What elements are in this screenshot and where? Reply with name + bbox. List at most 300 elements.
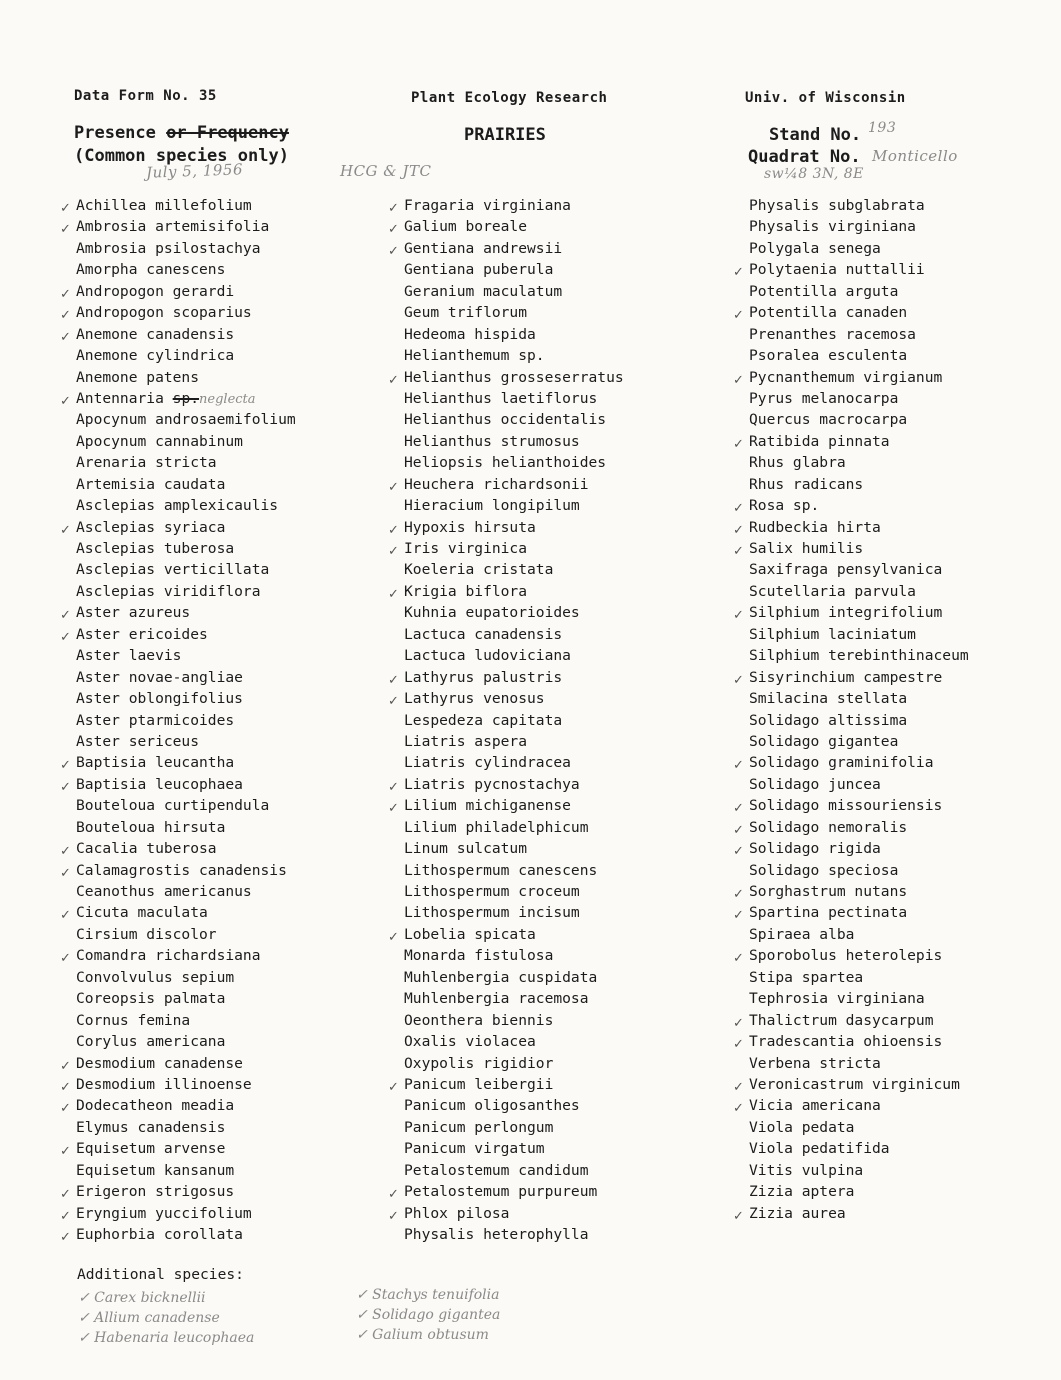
species-row	[733, 1074, 969, 1095]
species-row	[60, 1074, 296, 1095]
species-name: Vicia americana	[749, 1097, 881, 1115]
species-row	[404, 1031, 624, 1052]
species-row	[404, 881, 624, 902]
species-name: Aster ericoides	[76, 625, 208, 643]
species-row	[76, 367, 296, 388]
species-name: Physalis subglabrata	[749, 197, 925, 214]
species-row	[749, 281, 969, 302]
quadrat-label: Quadrat No.	[748, 147, 861, 167]
species-row	[60, 388, 296, 409]
species-row	[749, 581, 969, 602]
species-name: Lespedeza capitata	[404, 711, 563, 729]
check-mark-icon: ✓	[388, 544, 399, 559]
species-name: Pycnanthemum virgianum	[749, 368, 943, 386]
check-mark-icon: ✓	[733, 822, 744, 838]
check-mark-icon: ✓	[733, 522, 744, 538]
species-row	[60, 302, 296, 324]
species-name: Helianthus grosseserratus	[404, 368, 624, 386]
species-name: Rhus glabra	[749, 454, 846, 472]
species-row	[733, 431, 969, 452]
species-row	[388, 688, 624, 710]
check-mark-icon: ✓	[733, 672, 744, 688]
species-row	[388, 367, 624, 388]
species-row	[404, 967, 624, 988]
check-mark-icon: ✓	[60, 1058, 71, 1074]
species-row	[76, 710, 296, 731]
species-row	[60, 324, 296, 345]
species-name: Prenanthes racemosa	[749, 325, 916, 343]
presence-title	[74, 122, 289, 168]
species-row	[76, 1160, 296, 1181]
species-name: Apocynum cannabinum	[76, 432, 243, 450]
species-row	[404, 838, 624, 859]
species-row	[404, 559, 624, 580]
species-row	[60, 752, 296, 774]
species-name: Corylus americana	[76, 1033, 226, 1051]
species-name: Sisyrinchium campestre	[749, 668, 943, 686]
species-row	[749, 238, 969, 259]
additional-species-item: ✓ Habenaria leucophaea	[78, 1330, 255, 1346]
species-row	[404, 752, 624, 773]
species-name: Aster azureus	[76, 604, 191, 622]
species-name: Asclepias tuberosa	[76, 540, 235, 557]
check-mark-icon: ✓	[388, 694, 399, 710]
species-name: Erigeron strigosus	[76, 1183, 235, 1201]
species-name: Liatris aspera	[404, 732, 528, 750]
species-row	[404, 302, 624, 323]
species-row	[733, 1031, 969, 1053]
species-row	[76, 238, 296, 259]
species-name: Cornus femina	[76, 1011, 191, 1029]
check-mark-icon: ✓	[733, 887, 744, 902]
species-name: Stipa spartea	[749, 968, 864, 986]
species-name: Helianthemum sp.	[404, 347, 545, 365]
species-name: Anemone cylindrica	[76, 347, 235, 365]
species-name: Liatris cylindracea	[404, 754, 571, 772]
species-row	[60, 1095, 296, 1117]
species-row	[76, 1010, 296, 1031]
species-row	[60, 1181, 296, 1203]
species-row	[404, 731, 624, 752]
species-row	[404, 624, 624, 645]
check-mark-icon: ✓	[388, 1079, 399, 1095]
species-row	[60, 602, 296, 624]
species-name: Monarda fistulosa	[404, 947, 554, 965]
species-row	[404, 452, 624, 473]
species-row	[404, 602, 624, 623]
species-row	[388, 667, 624, 688]
species-name: Lithospermum canescens	[404, 861, 598, 879]
species-name: Lactuca canadensis	[404, 625, 563, 643]
check-mark-icon: ✓	[60, 865, 71, 881]
species-name: Asclepias amplexicaulis	[76, 497, 279, 515]
species-name: Asclepias syriaca	[76, 518, 226, 536]
species-name: Cacalia tuberosa	[76, 840, 217, 858]
check-mark-icon: ✓	[60, 1208, 71, 1224]
species-row	[733, 1095, 969, 1117]
species-name: Zizia aurea	[749, 1204, 846, 1222]
species-name: Petalostemum candidum	[404, 1161, 589, 1179]
lab-name: Plant Ecology Research	[411, 90, 608, 106]
species-column-1	[60, 195, 296, 1245]
prairies-title: PRAIRIES	[464, 125, 546, 145]
species-name: Oeonthera biennis	[404, 1011, 554, 1029]
check-mark-icon: ✓	[388, 586, 399, 602]
species-row	[60, 838, 296, 860]
species-name: Polytaenia nuttallii	[749, 261, 925, 279]
handwritten-initials: HCG & JTC	[340, 162, 432, 180]
species-row	[388, 774, 624, 795]
species-name: Comandra richardsiana	[76, 947, 261, 965]
species-row	[76, 495, 296, 516]
species-name: Helianthus strumosus	[404, 432, 580, 450]
species-name: Achillea millefolium	[76, 197, 252, 214]
species-row	[733, 517, 969, 538]
species-name: Hedeoma hispida	[404, 325, 536, 343]
species-name: Solidago speciosa	[749, 861, 899, 879]
species-name: Saxifraga pensylvanica	[749, 561, 943, 579]
species-row	[388, 924, 624, 945]
species-row	[404, 345, 624, 366]
species-row	[404, 388, 624, 409]
species-row	[76, 731, 296, 752]
handwritten-date: July 5, 1956	[145, 160, 244, 182]
species-name: Potentilla arguta	[749, 282, 899, 300]
species-name: Tradescantia ohioensis	[749, 1033, 943, 1051]
species-name: Muhlenbergia racemosa	[404, 990, 589, 1008]
species-row	[60, 902, 296, 924]
species-name: Fragaria virginiana	[404, 197, 571, 214]
species-row	[60, 195, 296, 216]
species-row	[76, 817, 296, 838]
species-row	[733, 795, 969, 817]
species-row	[388, 195, 624, 216]
species-row	[733, 1010, 969, 1031]
species-name: Baptisia leucophaea	[76, 775, 243, 793]
check-mark-icon: ✓	[60, 393, 71, 409]
species-row	[749, 474, 969, 495]
species-row	[76, 988, 296, 1009]
species-row	[76, 667, 296, 688]
species-row	[76, 538, 296, 559]
species-name: Polygala senega	[749, 239, 881, 257]
species-row	[60, 624, 296, 645]
check-mark-icon: ✓	[60, 286, 71, 302]
additional-species-column-2	[356, 1285, 500, 1345]
species-name: Bouteloua curtipendula	[76, 797, 270, 815]
species-row	[388, 1074, 624, 1095]
species-row	[733, 838, 969, 860]
species-row	[749, 216, 969, 237]
species-name: Panicum leibergii	[404, 1075, 554, 1093]
species-name: Hieracium longipilum	[404, 497, 580, 515]
species-name: Andropogon gerardi	[76, 282, 235, 300]
species-row	[60, 945, 296, 967]
check-mark-icon: ✓	[733, 608, 744, 624]
species-name: Lithospermum incisum	[404, 904, 580, 922]
stand-label: Stand No.	[769, 125, 862, 145]
species-name: Heliopsis helianthoides	[404, 454, 607, 472]
species-row	[404, 431, 624, 452]
species-row	[76, 1117, 296, 1138]
species-row	[749, 388, 969, 409]
species-name: Artemisia caudata	[76, 475, 226, 493]
species-name: Rhus radicans	[749, 475, 864, 493]
species-name: Solidago graminifolia	[749, 754, 934, 772]
species-name: Krigia biflora	[404, 582, 528, 600]
check-mark-icon: ✓	[388, 1208, 399, 1224]
species-name: Cirsium discolor	[76, 925, 217, 943]
check-mark-icon: ✓	[388, 479, 399, 495]
form-number: Data Form No. 35	[74, 88, 217, 104]
species-name: Aster oblongifolius	[76, 690, 243, 708]
species-name: Liatris pycnostachya	[404, 775, 580, 793]
species-row	[404, 1160, 624, 1181]
species-name: Lathyrus venosus	[404, 690, 545, 708]
species-name: Euphorbia corollata	[76, 1226, 243, 1243]
check-mark-icon: ✓	[733, 1037, 744, 1053]
species-name: Asclepias verticillata	[76, 561, 270, 579]
check-mark-icon: ✓	[388, 779, 399, 795]
species-row	[60, 860, 296, 881]
species-row	[388, 517, 624, 538]
species-name: Thalictrum dasycarpum	[749, 1011, 934, 1029]
check-mark-icon: ✓	[60, 908, 71, 924]
species-name: Aster ptarmicoides	[76, 711, 235, 729]
species-name: Viola pedatifida	[749, 1140, 890, 1158]
check-mark-icon: ✓	[733, 501, 744, 517]
species-name: Viola pedata	[749, 1118, 855, 1136]
check-mark-icon: ✓	[733, 308, 744, 324]
check-mark-icon: ✓	[60, 222, 71, 238]
species-row	[76, 259, 296, 280]
species-name: Vitis vulpina	[749, 1161, 864, 1179]
species-name: Ambrosia psilostachya	[76, 239, 261, 257]
species-row	[749, 710, 969, 731]
species-row	[60, 281, 296, 302]
check-mark-icon: ✓	[388, 672, 399, 688]
check-mark-icon: ✓	[60, 758, 71, 774]
species-name: Rosa sp.	[749, 497, 820, 515]
species-row	[749, 688, 969, 709]
species-row	[749, 324, 969, 345]
species-name: Koeleria cristata	[404, 561, 554, 579]
species-row	[404, 1117, 624, 1138]
additional-species-item: ✓ Stachys tenuifolia	[356, 1287, 500, 1303]
species-name: Solidago juncea	[749, 775, 881, 793]
species-name: Desmodium illinoense	[76, 1075, 252, 1093]
presence-label: Presence	[74, 123, 156, 143]
species-name: Geum triflorum	[404, 304, 528, 322]
check-mark-icon: ✓	[733, 951, 744, 967]
check-mark-icon: ✓	[733, 758, 744, 774]
species-row	[76, 795, 296, 816]
species-name: Ceanothus americanus	[76, 883, 252, 900]
species-name: Aster novae-angliae	[76, 668, 243, 686]
species-row	[733, 902, 969, 924]
species-name: Verbena stricta	[749, 1054, 881, 1072]
species-row	[76, 581, 296, 602]
species-row	[60, 774, 296, 795]
species-name: Gentiana andrewsii	[404, 239, 563, 257]
frequency-struck-label: or Frequency	[166, 123, 289, 143]
species-name: Lithospermum croceum	[404, 883, 580, 900]
check-mark-icon: ✓	[60, 951, 71, 967]
species-name: Helianthus laetiflorus	[404, 389, 598, 407]
species-row	[388, 538, 624, 559]
species-row	[404, 495, 624, 516]
species-name: Ratibida pinnata	[749, 432, 890, 450]
species-name: Spiraea alba	[749, 925, 855, 943]
species-name: Apocynum androsaemifolium	[76, 411, 296, 429]
species-name: Desmodium canadense	[76, 1054, 243, 1072]
species-row	[749, 452, 969, 473]
species-row	[404, 902, 624, 923]
species-name: Silphium integrifolium	[749, 604, 943, 622]
species-name: Physalis virginiana	[749, 218, 916, 236]
species-name: Hypoxis hirsuta	[404, 518, 536, 536]
species-row	[60, 1138, 296, 1160]
additional-species-item: ✓ Allium canadense	[78, 1310, 220, 1326]
additional-species-label: Additional species:	[77, 1266, 244, 1283]
species-name: Smilacina stellata	[749, 690, 908, 708]
species-name: Solidago nemoralis	[749, 818, 908, 836]
species-row	[749, 1117, 969, 1138]
species-row	[749, 1160, 969, 1181]
common-species-label: (Common species only)	[74, 146, 289, 166]
check-mark-icon: ✓	[60, 1230, 71, 1245]
species-name: Silphium terebinthinaceum	[749, 647, 969, 665]
species-name: Geranium maculatum	[404, 282, 563, 300]
species-row	[76, 1031, 296, 1052]
species-handwritten-note: neglecta	[199, 391, 256, 407]
species-row	[404, 817, 624, 838]
check-mark-icon: ✓	[60, 1187, 71, 1203]
species-row	[60, 517, 296, 538]
species-name: Silphium laciniatum	[749, 625, 916, 643]
university-name: Univ. of Wisconsin	[745, 90, 906, 106]
species-name: Equisetum arvense	[76, 1140, 226, 1158]
species-row	[388, 474, 624, 495]
species-name: Lathyrus palustris	[404, 668, 563, 686]
species-name: Solidago rigida	[749, 840, 881, 858]
species-name: Zizia aptera	[749, 1183, 855, 1201]
species-row	[404, 645, 624, 666]
check-mark-icon: ✓	[60, 779, 71, 795]
species-row	[733, 817, 969, 838]
check-mark-icon: ✓	[388, 372, 399, 388]
check-mark-icon: ✓	[733, 844, 744, 860]
species-name: Dodecatheon meadia	[76, 1097, 235, 1115]
check-mark-icon: ✓	[733, 265, 744, 281]
species-column-3	[733, 195, 969, 1224]
species-row	[749, 967, 969, 988]
species-row	[733, 945, 969, 967]
species-name: Pyrus melanocarpa	[749, 389, 899, 407]
check-mark-icon: ✓	[60, 1144, 71, 1160]
species-row	[733, 259, 969, 281]
species-name: Solidago altissima	[749, 711, 908, 729]
species-name: Petalostemum purpureum	[404, 1183, 598, 1201]
species-name: Anemone patens	[76, 368, 200, 386]
species-row	[733, 752, 969, 774]
handwritten-location: sw¼8 3N, 8E	[764, 166, 864, 182]
species-row	[404, 324, 624, 345]
species-name: Salix humilis	[749, 540, 864, 557]
species-row	[388, 795, 624, 817]
species-row	[60, 1053, 296, 1074]
species-name: Potentilla canaden	[749, 304, 908, 322]
species-row	[749, 924, 969, 945]
check-mark-icon: ✓	[60, 329, 71, 345]
additional-species-item: ✓ Carex bicknellii	[78, 1290, 206, 1306]
species-row	[76, 645, 296, 666]
check-mark-icon: ✓	[733, 544, 744, 559]
species-name: Eryngium yuccifolium	[76, 1204, 252, 1222]
check-mark-icon: ✓	[60, 608, 71, 624]
species-row	[733, 538, 969, 559]
species-row	[733, 367, 969, 388]
species-name: Oxypolis rigidior	[404, 1054, 554, 1072]
species-name: Elymus canadensis	[76, 1118, 226, 1136]
species-name: Asclepias viridiflora	[76, 582, 261, 600]
check-mark-icon: ✓	[733, 372, 744, 388]
species-row	[404, 945, 624, 966]
additional-species-column-1	[78, 1288, 254, 1348]
check-mark-icon: ✓	[60, 844, 71, 860]
species-row	[404, 259, 624, 280]
species-row	[404, 1224, 624, 1245]
check-mark-icon: ✓	[733, 1015, 744, 1031]
species-column-2	[388, 195, 624, 1245]
check-mark-icon: ✓	[388, 201, 399, 216]
species-name: Coreopsis palmata	[76, 990, 226, 1008]
species-row	[388, 216, 624, 238]
species-name: Gentiana puberula	[404, 261, 554, 279]
check-mark-icon: ✓	[388, 222, 399, 238]
species-name: Iris virginica	[404, 540, 528, 557]
species-row	[733, 881, 969, 902]
species-row	[76, 559, 296, 580]
species-name: Solidago gigantea	[749, 732, 899, 750]
check-mark-icon: ✓	[733, 436, 744, 452]
species-name: Lilium michiganense	[404, 797, 571, 815]
species-row	[60, 1203, 296, 1224]
species-row	[76, 688, 296, 709]
species-name: Rudbeckia hirta	[749, 518, 881, 536]
species-name: Physalis heterophylla	[404, 1226, 589, 1243]
species-name: Aster sericeus	[76, 732, 200, 750]
species-name: Veronicastrum virginicum	[749, 1075, 960, 1093]
species-row	[749, 774, 969, 795]
species-row	[749, 409, 969, 430]
species-row	[749, 345, 969, 366]
species-row	[733, 1203, 969, 1224]
species-name: Sporobolus heterolepis	[749, 947, 943, 965]
species-row	[749, 1138, 969, 1159]
species-name: Lobelia spicata	[404, 925, 536, 943]
species-row	[76, 345, 296, 366]
species-row	[76, 967, 296, 988]
check-mark-icon: ✓	[60, 308, 71, 324]
species-row	[404, 1095, 624, 1116]
species-name: Convolvulus sepium	[76, 968, 235, 986]
species-name: Calamagrostis canadensis	[76, 861, 287, 879]
species-row	[733, 667, 969, 688]
species-name: Spartina pectinata	[749, 904, 908, 922]
species-row	[749, 624, 969, 645]
species-row	[388, 581, 624, 602]
